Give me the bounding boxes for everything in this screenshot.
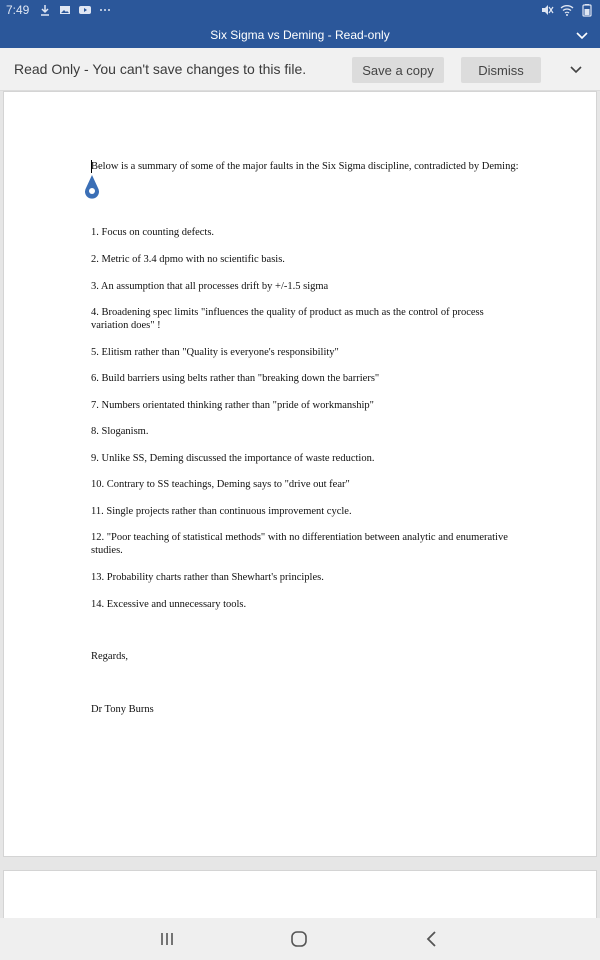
list-item: 5. Elitism rather than "Quality is everyone's responsibility" bbox=[91, 347, 339, 358]
mute-icon bbox=[540, 3, 554, 17]
more-icon bbox=[98, 3, 112, 17]
status-right-icons bbox=[540, 3, 594, 17]
list-item: 13. Probability charts rather than Shewhart's principles. bbox=[91, 572, 324, 583]
wifi-icon bbox=[560, 3, 574, 17]
recent-apps-icon[interactable] bbox=[157, 929, 177, 949]
list-item: 4. Broadening spec limits "influences the quality of product as much as the control of process variation does" ! bbox=[91, 307, 484, 331]
signature-text: Dr Tony Burns bbox=[91, 704, 154, 715]
list-item: 12. "Poor teaching of statistical methods" with no differentiation between analytic and enumerative studies. bbox=[91, 532, 508, 556]
back-icon[interactable] bbox=[422, 929, 442, 949]
document-title: Six Sigma vs Deming - Read-only bbox=[210, 28, 390, 42]
list-item: 2. Metric of 3.4 dpmo with no scientific basis. bbox=[91, 254, 285, 265]
save-copy-button[interactable]: Save a copy bbox=[352, 57, 444, 83]
list-item: 6. Build barriers using belts rather than "breaking down the barriers" bbox=[91, 373, 380, 384]
status-time: 7:49 bbox=[6, 3, 30, 17]
status-left-icons bbox=[38, 3, 112, 17]
document-page[interactable] bbox=[3, 91, 597, 857]
closing-text: Regards, bbox=[91, 651, 129, 662]
list-item: 9. Unlike SS, Deming discussed the importance of waste reduction. bbox=[91, 453, 375, 464]
list-item: 8. Sloganism. bbox=[91, 426, 149, 437]
intro-paragraph: Below is a summary of some of the major faults in the Six Sigma discipline, contradicted by Deming: bbox=[91, 161, 519, 172]
list-item: 14. Excessive and unnecessary tools. bbox=[91, 599, 247, 610]
list-item: 1. Focus on counting defects. bbox=[91, 227, 215, 238]
home-icon[interactable] bbox=[289, 929, 309, 949]
download-icon bbox=[38, 3, 52, 17]
selection-handle-icon[interactable] bbox=[83, 174, 101, 200]
status-bar bbox=[0, 0, 600, 22]
navigation-bar bbox=[0, 918, 600, 960]
read-only-bar bbox=[0, 48, 600, 91]
title-bar bbox=[0, 22, 600, 48]
youtube-icon bbox=[78, 3, 92, 17]
dismiss-button[interactable]: Dismiss bbox=[461, 57, 541, 83]
list-item: 3. An assumption that all processes drift by +/-1.5 sigma bbox=[91, 281, 329, 292]
read-only-message: Read Only - You can't save changes to this file. bbox=[14, 61, 307, 77]
list-item: 10. Contrary to SS teachings, Deming says to "drive out fear" bbox=[91, 479, 350, 490]
image-icon bbox=[58, 3, 72, 17]
expand-chevron-icon[interactable] bbox=[568, 61, 584, 77]
battery-icon bbox=[580, 3, 594, 17]
list-item: 7. Numbers orientated thinking rather than "pride of workmanship" bbox=[91, 400, 374, 411]
chevron-down-icon[interactable] bbox=[574, 27, 590, 43]
list-item: 11. Single projects rather than continuous improvement cycle. bbox=[91, 506, 352, 517]
